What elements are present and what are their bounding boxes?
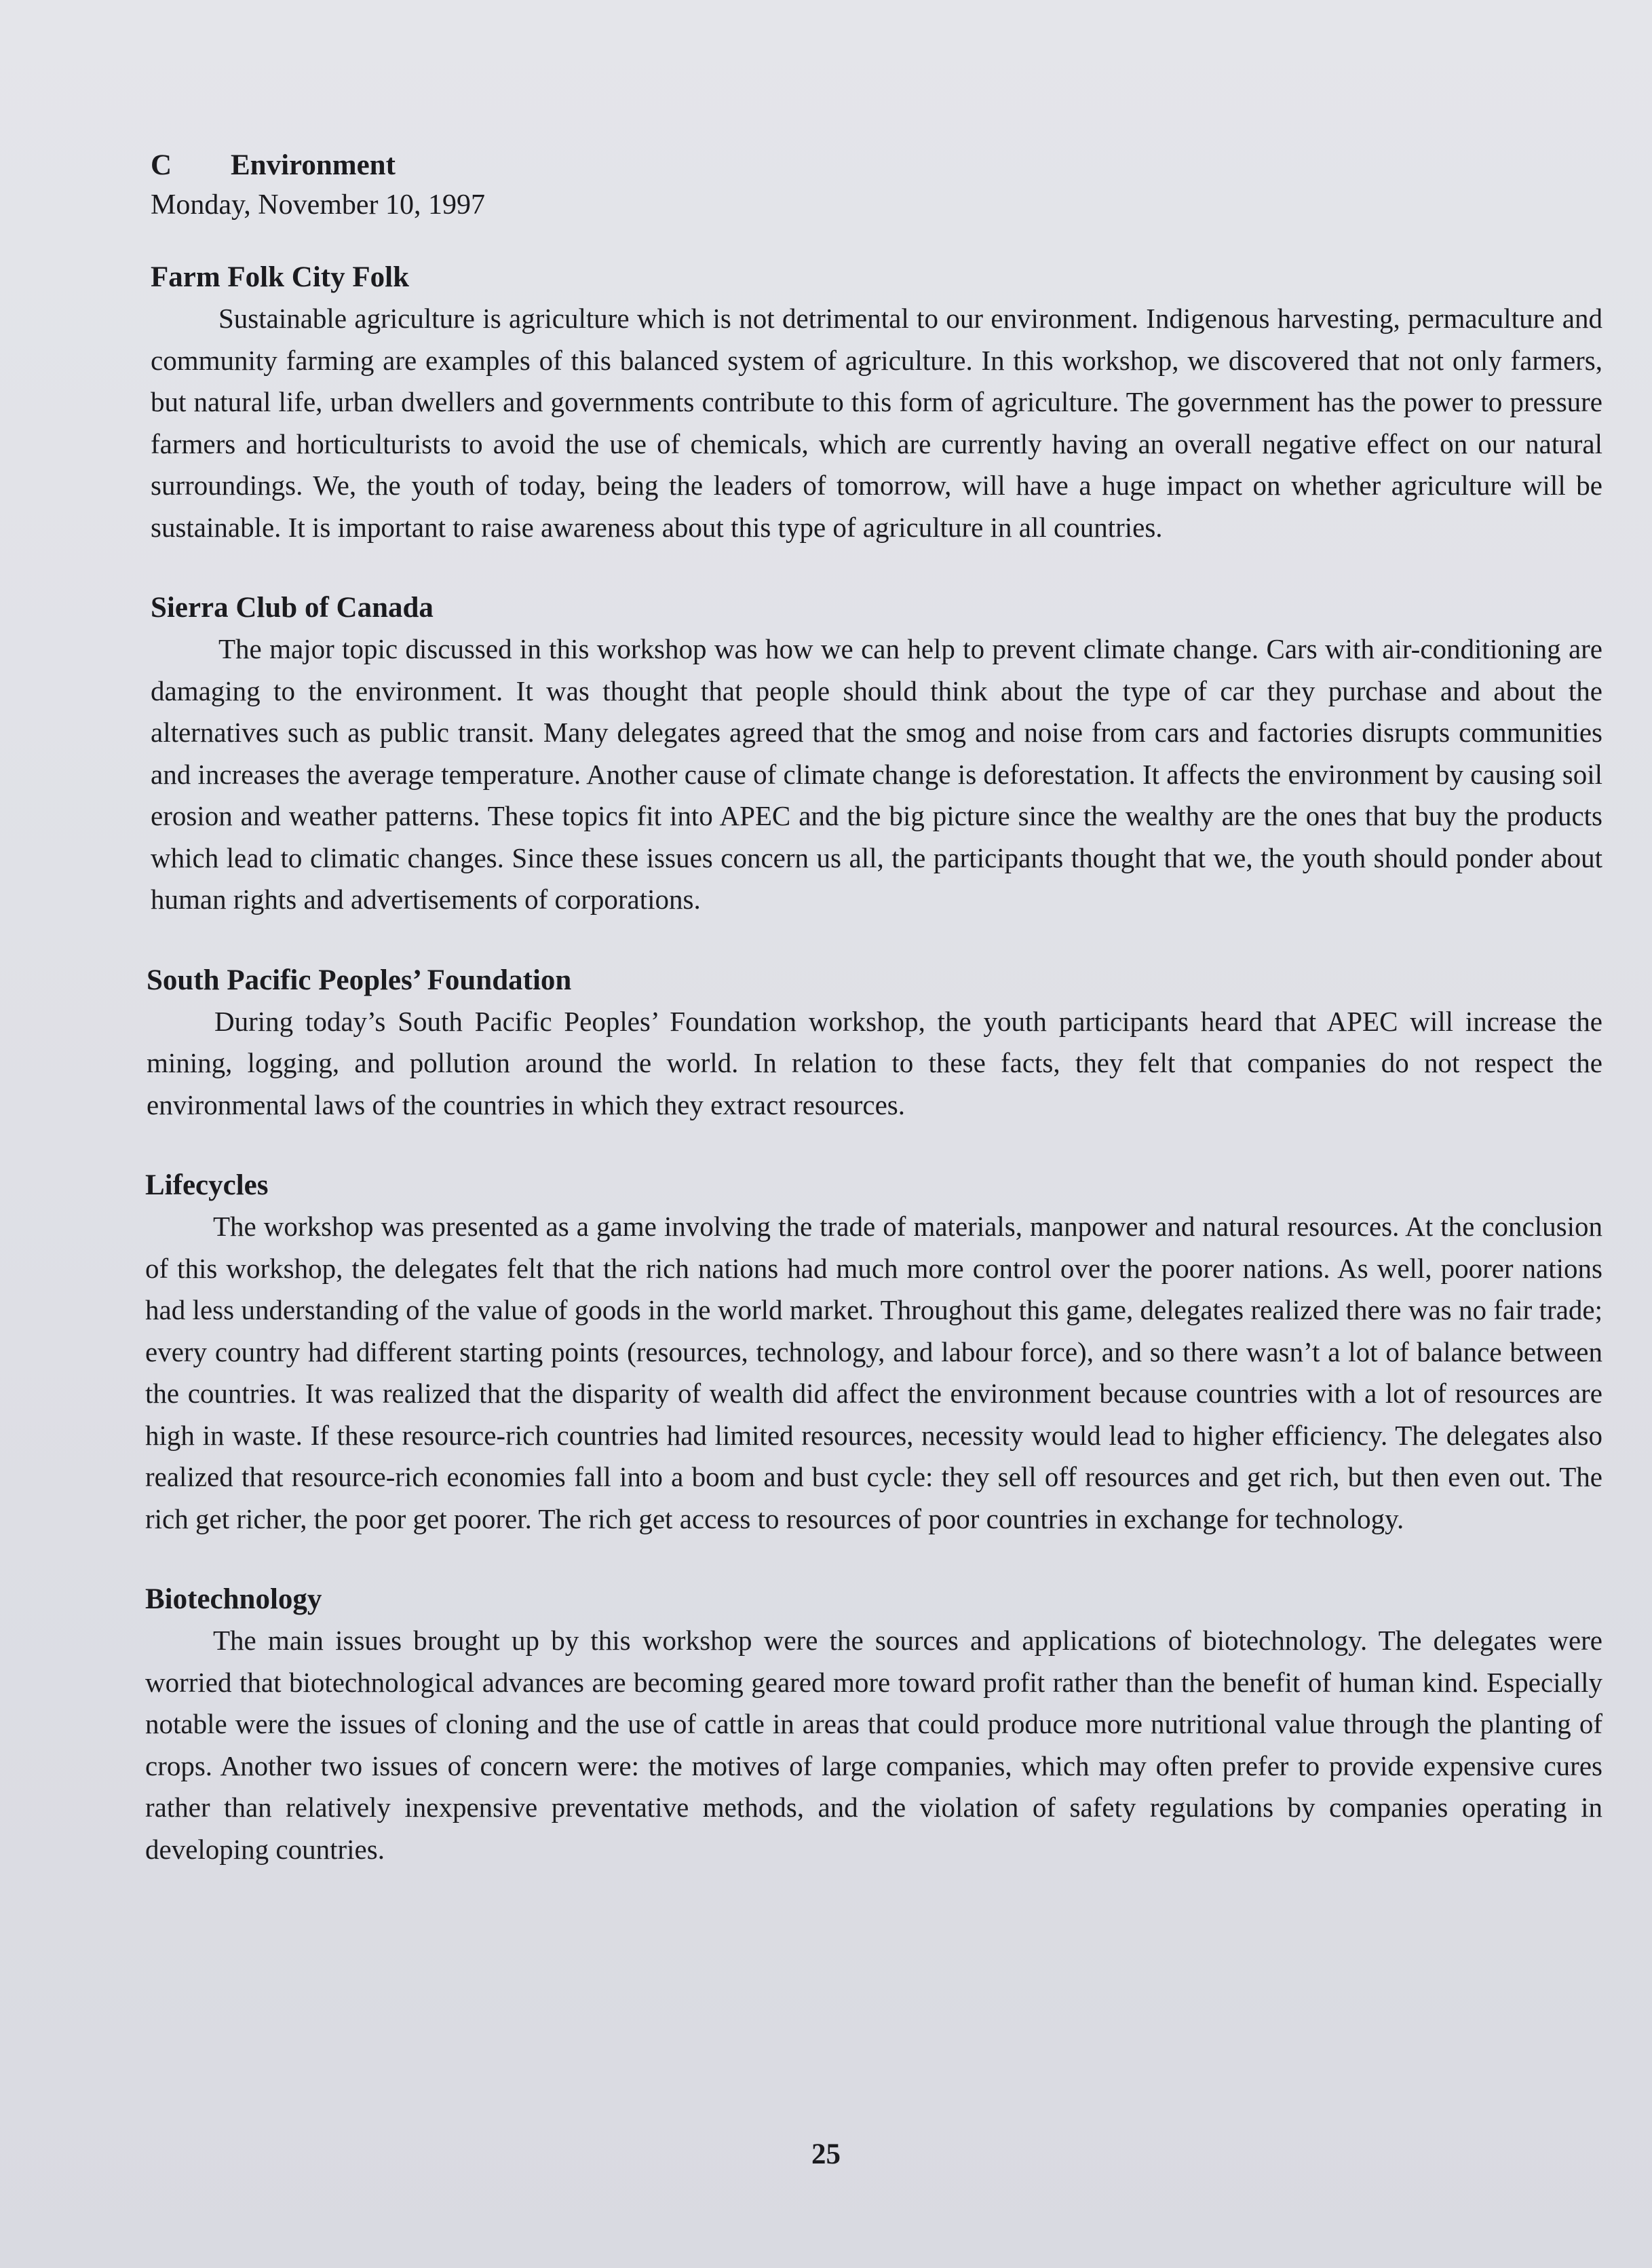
workshop-text: The workshop was presented as a game involving the trade of materials, manpower and natural resources. At the conclusion of this workshop, the delegates felt that the rich nations had much more control over the poorer nations. As well, poorer nations had less understanding of the value of goods in the world market. Throughout this game, delegates realized there was no fair trade; every country had different starting points (resources, technology, and labour force), and so there wasn’t a lot of balance between the countries. It was realized that the disparity of wealth did affect the environment because countries with a lot of resources are high in waste. If these resource-rich countries had limited resources, necessity would lead to higher efficiency. The delegates also realized that resource-rich economies fall into a boom and bust cycle: they sell off resources and get rich, but then even out. The rich get richer, the poor get poorer. The rich get access to resources of poor countries in exchange for technology. [145,1211,1602,1534]
workshop-title: Biotechnology [145,1583,322,1615]
workshop-text: During today’s South Pacific Peoples’ Foundation workshop, the youth participants heard that APEC will increase the mining, logging, and pollution around the world. In relation to these facts, they felt that companies do not respect the environmental laws of the countries in which they extract resources. [147,1005,1602,1120]
section-title: Environment [231,149,396,181]
page-content [145,146,1602,1910]
workshop-biotechnology [145,1579,1602,1870]
workshop-text: The main issues brought up by this workshop were the sources and applications of biotechnology. The delegates were worried that biotechnological advances are becoming geared more toward profit rather than the benefit of human kind. Especially notable were the issues of cloning and the use of cattle in areas that could produce more nutritional value through the planting of crops. Another two issues of concern were: the motives of large companies, which may often prefer to provide expensive cures rather than relatively inexpensive preventative methods, and the violation of safety regulations by companies operating in developing countries. [145,1625,1602,1865]
workshop-text: The major topic discussed in this workshop was how we can help to prevent climate change. Cars with air-conditioning are damaging to the environment. It was thought that people should think about the type of car they purchase and about the alternatives such as public transit. Many delegates agreed that the smog and noise from cars and factories disrupts communities and increases the average temperature. Another cause of climate change is deforestation. It affects the environment by causing soil erosion and weather patterns. These topics fit into APEC and the big picture since the wealthy are the ones that buy the products which lead to climatic changes. Since these issues concern us all, the participants thought that we, the youth should ponder about human rights and advertisements of corporations. [151,633,1602,915]
section-letter: C [151,149,172,181]
workshop-title: Lifecycles [145,1169,269,1201]
workshop-title: South Pacific Peoples’ Foundation [147,964,572,996]
workshop-south-pacific [147,960,1602,1127]
workshop-title: Sierra Club of Canada [151,592,434,624]
workshop-farm-folk [151,257,1602,548]
section-heading [151,146,1602,185]
workshop-lifecycles [145,1165,1602,1540]
workshop-text: Sustainable agriculture is agriculture which is not detrimental to our environment. Indigenous harvesting, permaculture and community farming are examples of this balanced system of agriculture. In this workshop, we discovered that not only farmers, but natural life, urban dwellers and governments contribute to this form of agriculture. The government has the power to pressure farmers and horticulturists to avoid the use of chemicals, which are currently having an overall negative effect on our natural surroundings. We, the youth of today, being the leaders of tomorrow, will have a huge impact on whether agriculture will be sustainable. It is important to raise awareness about this type of agriculture in all countries. [151,303,1602,543]
page-number: 25 [811,2138,841,2170]
workshop-title: Farm Folk City Folk [151,261,409,293]
workshop-sierra-club [151,588,1602,921]
section-date: Monday, November 10, 1997 [151,189,486,221]
